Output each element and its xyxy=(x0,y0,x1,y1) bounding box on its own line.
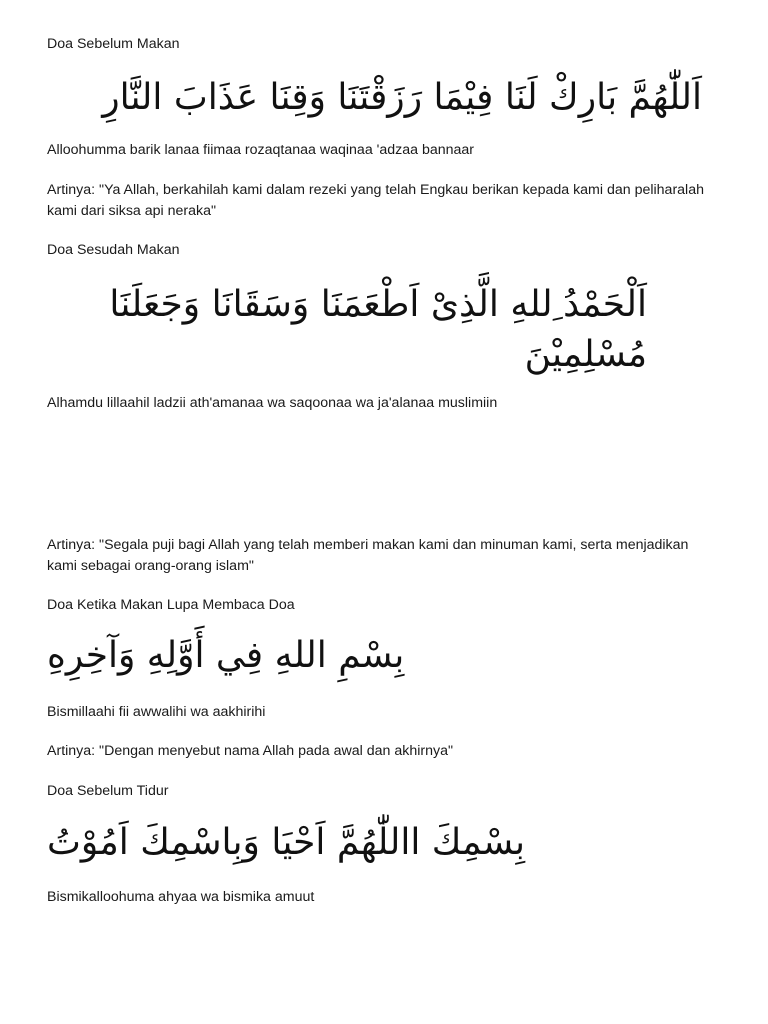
heading-doa-sebelum-tidur: Doa Sebelum Tidur xyxy=(47,783,169,799)
heading-doa-sebelum-makan: Doa Sebelum Makan xyxy=(47,36,180,52)
meaning-doa-sesudah-makan: Artinya: "Segala puji bagi Allah yang telah memberi makan kami dan minuman kami, serta menjadikan kami sebagai orang-orang islam" xyxy=(47,537,689,574)
heading-doa-lupa-membaca-doa: Doa Ketika Makan Lupa Membaca Doa xyxy=(47,597,295,613)
arabic-doa-sebelum-makan: اَللّٰهُمَّ بَارِكْ لَنَا فِيْمَا رَزَقْتَنَا وَقِنَا عَذَابَ النَّارِ xyxy=(102,77,702,118)
arabic-doa-lupa-membaca-doa: بِسْمِ اللهِ فِي أَوَّلِهِ وَآخِرِهِ xyxy=(47,635,405,676)
meaning-doa-sebelum-makan: Artinya: "Ya Allah, berkahilah kami dalam rezeki yang telah Engkau berikan kepada kami dan peliharalah kami dari siksa api neraka" xyxy=(47,182,704,219)
heading-doa-sesudah-makan: Doa Sesudah Makan xyxy=(47,242,180,258)
arabic-doa-sebelum-tidur: بِسْمِكَ االلّٰهُمَّ اَحْيَا وَبِاسْمِكَ اَمُوْتُ xyxy=(47,822,526,863)
arabic-doa-sesudah-makan: اَلْحَمْدُ ِللهِ الَّذِىْ اَطْعَمَنَا وَسَقَانَا وَجَعَلَنَا مُسْلِمِيْنَ xyxy=(109,284,647,375)
latin-doa-sebelum-makan: Alloohumma barik lanaa fiimaa rozaqtanaa waqinaa 'adzaa bannaar xyxy=(47,142,475,158)
meaning-doa-lupa-membaca-doa: Artinya: "Dengan menyebut nama Allah pada awal dan akhirnya" xyxy=(47,743,453,759)
latin-doa-lupa-membaca-doa: Bismillaahi fii awwalihi wa aakhirihi xyxy=(47,704,266,720)
latin-doa-sebelum-tidur: Bismikalloohuma ahyaa wa bismika amuut xyxy=(47,889,315,905)
latin-doa-sesudah-makan: Alhamdu lillaahil ladzii ath'amanaa wa saqoonaa wa ja'alanaa muslimiin xyxy=(47,395,498,411)
